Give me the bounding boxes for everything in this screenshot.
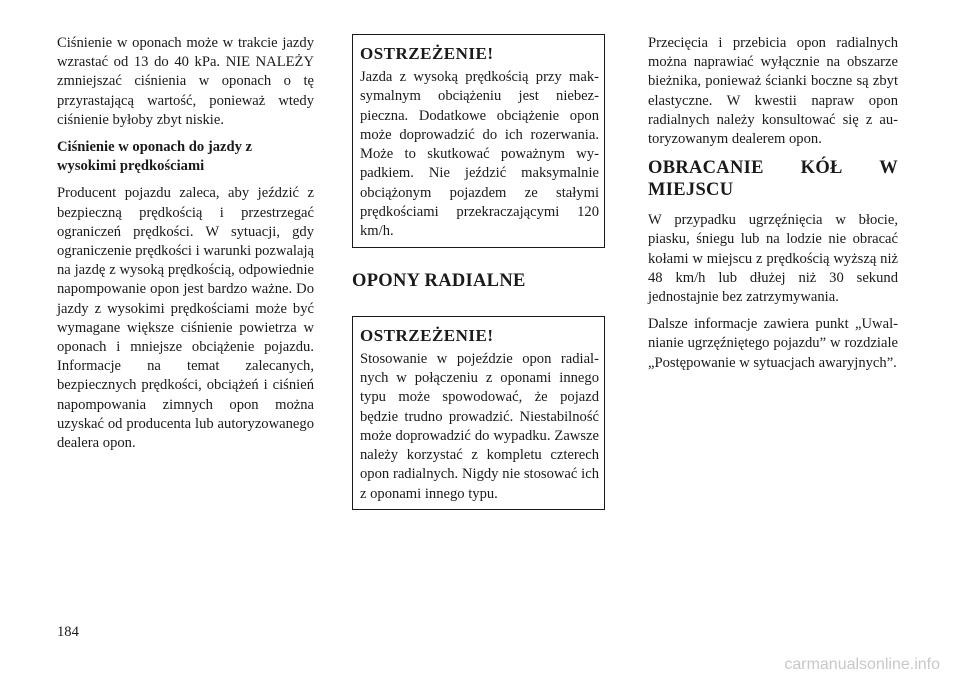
middle-column	[352, 34, 605, 510]
left-column	[57, 34, 314, 461]
wheel-spin-paragraph: W przypadku ugrzęźnięcia w błocie, piasku, śniegu lub na lodzie nie obracać kołami w miejscu z prędkością wyższą niż 48 km/h lub dłużej niż 30 sekund jednostajnie bez zatrzymywania.	[648, 212, 898, 306]
right-column	[648, 34, 898, 381]
high-speed-pressure-paragraph: Producent pojazdu zaleca, aby jeździć z bezpieczną prędkością i przestrzegać ograniczeń prędkości. W sytuacji, gdy ograniczenie prędkości i warunki pozwalają na jazdę z wysoką prędkością, odpowiednie napompowanie opon jest bardzo ważne. Do jazdy z wysokimi prędkościami może być wymagane większe ciśnienie powietrza w oponach i mniejsze obciążenie pojazdu. Informacje na temat zalecanych, bezpiecznych prędkości, obciążeń i ciśnień napompowania zimnych opon można uzyskać od producenta lub autoryzowanego dealera opon.	[57, 185, 314, 452]
section-heading-wheel-spin: OBRACANIE KÓŁ W MIEJSCU	[648, 158, 898, 201]
warning-body: Jazda z wysoką prędkością przy maksymalnym obciążeniu jest niebezpieczna. Dodatkowe obciążenie opon może doprowadzić do ich rozerwania. Może to skutkować poważnym wypadkiem. Nie jeździć maksymalnie obciążonym pojazdem ze stałymi prędkościami przekraczającymi 120 km/h.	[360, 69, 599, 240]
more-info-paragraph: Dalsze informacje zawiera punkt „Uwalnianie ugrzęźniętego pojazdu” w rozdziale „Postępowanie w sytuacjach awaryjnych”.	[648, 316, 898, 371]
radial-repair-paragraph: Przecięcia i przebicia opon radialnych można naprawiać wyłącznie na obszarze bieżnika, ponieważ ścianki boczne są zbyt elastyczne. W kwestii napraw opon radialnych należy konsultować się z autoryzowanym dealerem opon.	[648, 35, 898, 148]
warning-title: OSTRZEŻENIE!	[360, 44, 494, 63]
section-heading-radial-tires: OPONY RADIALNE	[352, 270, 526, 291]
warning-title: OSTRZEŻENIE!	[360, 325, 494, 345]
tire-pressure-increase-paragraph: Ciśnienie w oponach może w trakcie jazdy wzrastać od 13 do 40 kPa. NIE NALEŻY zmniejszać ciśnienia w oponach o tę przyrastającą wartość, ponieważ wtedy ciśnienie byłoby zbyt niskie.	[57, 35, 314, 128]
warning-body: Stosowanie w pojeździe opon radialnych w połączeniu z oponami innego typu może spowodować, że pojazd będzie trudno prowadzić. Niestabilność może doprowadzić do wypadku. Zawsze należy korzystać z kompletu czterech opon radialnych. Nigdy nie stosować ich z oponami innego typu.	[360, 350, 599, 502]
page-number: 184	[57, 624, 79, 640]
warning-box-radial-tires	[352, 316, 605, 510]
watermark: carmanualsonline.info	[784, 656, 940, 673]
high-speed-pressure-subheading: Ciśnienie w oponach do jazdy z wysokimi prędkościami	[57, 139, 253, 175]
warning-box-high-speed	[352, 34, 605, 248]
